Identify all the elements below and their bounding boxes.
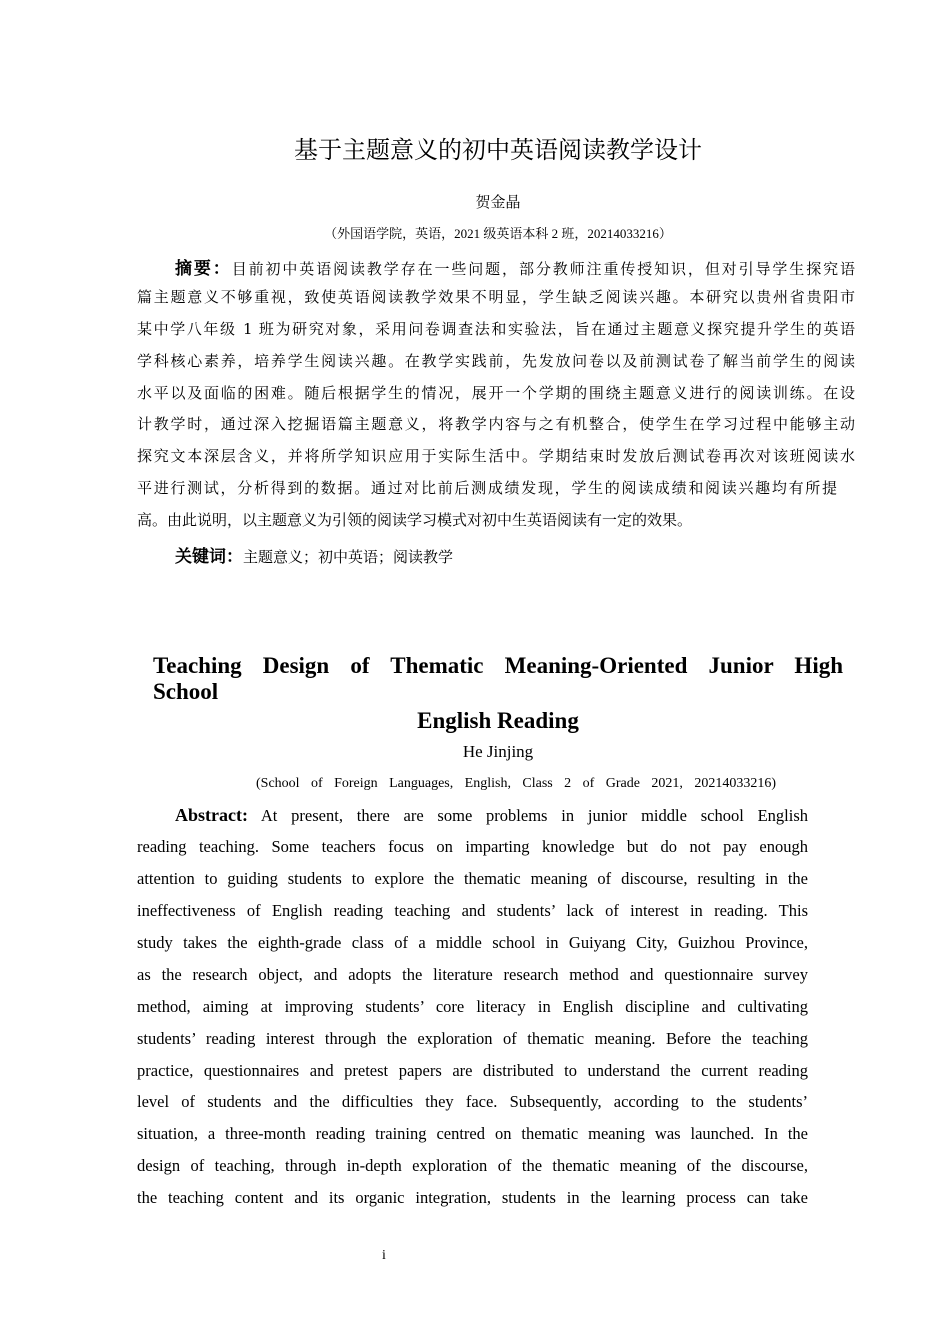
keywords-label: 关键词：	[175, 547, 243, 567]
abstract-line: students’ reading interest through the exploration of thematic meaning. Before the teaching	[137, 1029, 808, 1048]
chinese-title: 基于主题意义的初中英语阅读教学设计	[294, 136, 702, 164]
chinese-affiliation: （外国语学院，英语，2021 级英语本科 2 班，20214033216）	[324, 226, 672, 241]
chinese-author: 贺金晶	[475, 195, 521, 211]
abstract-line: 高。由此说明，以主题意义为引领的阅读学习模式对初中生英语阅读有一定的效果。	[137, 511, 693, 529]
abstract-line: as the research object, and adopts the literature research method and questionnaire survey	[137, 965, 808, 984]
abstract-line: method, aiming at improving students’ core literacy in English discipline and cultivating	[137, 997, 808, 1016]
abstract-line: 平进行测试，分析得到的数据。通过对比前后测成绩发现，学生的阅读成绩和阅读兴趣均有所提	[137, 479, 837, 497]
abstract-line: 探究文本深层含义，并将所学知识应用于实际生活中。学期结束时发放后测试卷再次对该班阅读水	[137, 447, 855, 465]
abstract-line: Abstract: At present, there are some problems in junior middle school English	[175, 805, 808, 825]
abstract-line: 某中学八年级 1 班为研究对象，采用问卷调查法和实验法，旨在通过主题意义探究提升学生的英语	[137, 320, 855, 338]
abstract-line: ineffectiveness of English reading teaching and students’ lack of interest in reading. This	[137, 901, 808, 920]
abstract-line: reading teaching. Some teachers focus on imparting knowledge but do not pay enough	[137, 837, 808, 856]
abstract-line: level of students and the difficulties they face. Subsequently, according to the students’	[137, 1092, 808, 1111]
english-title-line2: English Reading	[417, 708, 579, 733]
abstract-line: attention to guiding students to explore the thematic meaning of discourse, resulting in the	[137, 869, 808, 888]
english-title-line1: Teaching Design of Thematic Meaning-Oriented Junior High School	[153, 653, 843, 704]
abstract-label: Abstract:	[175, 805, 248, 825]
english-affiliation: (School of Foreign Languages, English, Class 2 of Grade 2021, 20214033216)	[256, 776, 776, 791]
abstract-line: 摘要：目前初中英语阅读教学存在一些问题，部分教师注重传授知识，但对引导学生探究语	[175, 259, 856, 279]
abstract-line: 水平以及面临的困难。随后根据学生的情况，展开一个学期的围绕主题意义进行的阅读训练。在设	[137, 384, 855, 402]
abstract-line: 学科核心素养，培养学生阅读兴趣。在教学实践前，先发放问卷以及前测试卷了解当前学生的阅读	[137, 352, 855, 370]
abstract-line: 计教学时，通过深入挖掘语篇主题意义，将教学内容与之有机整合，使学生在学习过程中能够主动	[137, 415, 855, 433]
abstract-line: 篇主题意义不够重视，致使英语阅读教学效果不明显，学生缺乏阅读兴趣。本研究以贵州省贵阳市	[137, 288, 855, 306]
abstract-line: study takes the eighth-grade class of a middle school in Guiyang City, Guizhou Province,	[137, 933, 808, 952]
abstract-label: 摘要：	[175, 259, 232, 279]
abstract-line: the teaching content and its organic integration, students in the learning process can take	[137, 1188, 808, 1207]
abstract-line: situation, a three-month reading training centred on thematic meaning was launched. In the	[137, 1124, 808, 1143]
english-author: He Jinjing	[462, 742, 534, 761]
abstract-line: design of teaching, through in-depth exploration of the thematic meaning of the discourse,	[137, 1156, 808, 1175]
keywords-line	[175, 542, 775, 566]
abstract-line: practice, questionnaires and pretest papers are distributed to understand the current reading	[137, 1061, 808, 1080]
page-number: i	[382, 1248, 386, 1263]
keywords: 主题意义；初中英语；阅读教学	[243, 548, 454, 566]
